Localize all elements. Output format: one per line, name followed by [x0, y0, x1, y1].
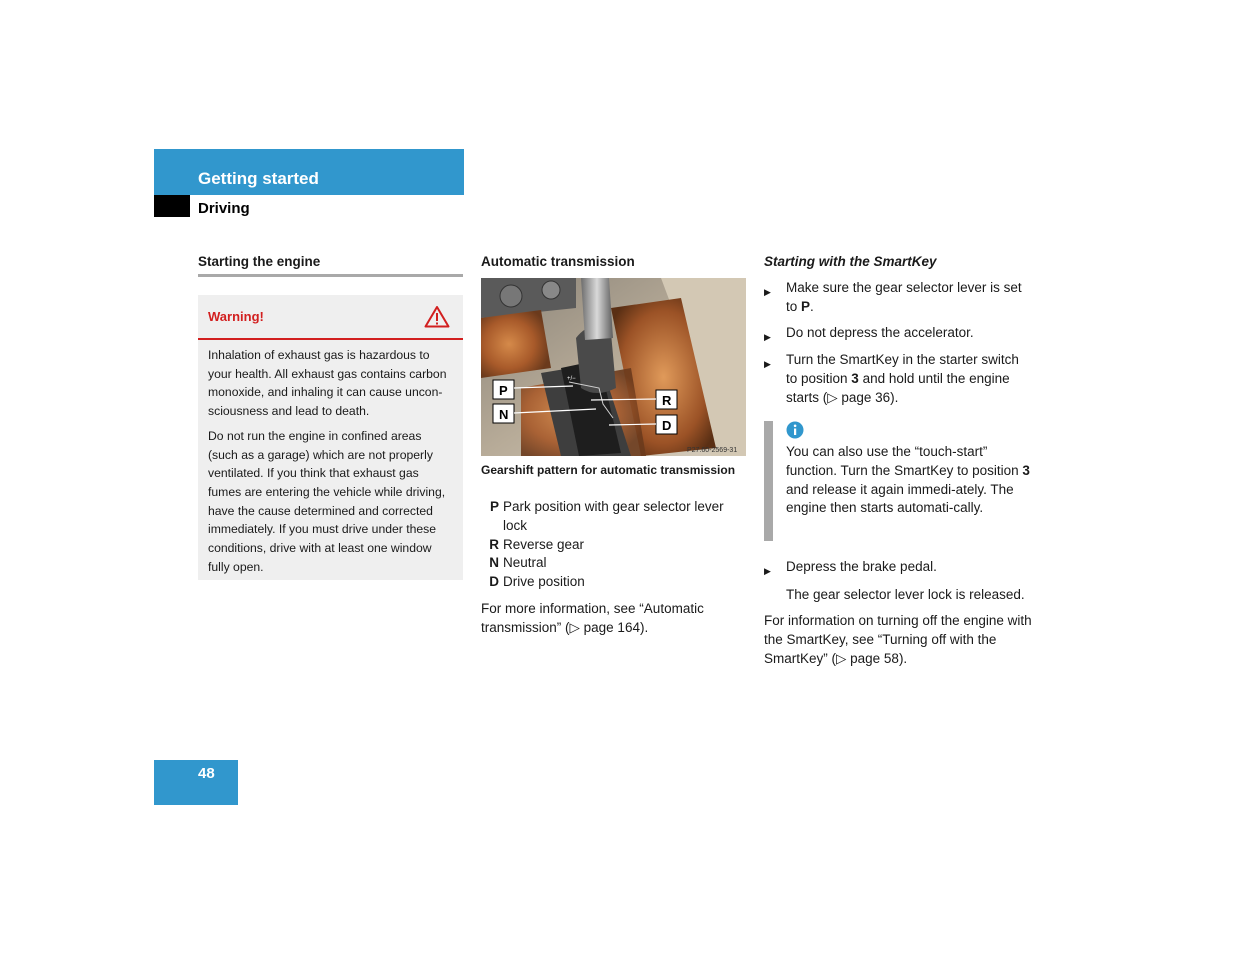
legend-key: R: [489, 536, 499, 552]
gear-legend: [481, 498, 746, 592]
step-text-part: Make sure the gear selector lever is set to: [786, 280, 1022, 314]
legend-item: [481, 536, 746, 555]
info-emphasis: 3: [1022, 462, 1030, 478]
column-automatic-transmission: [481, 254, 746, 271]
step-text: Depress the brake pedal.: [786, 559, 937, 574]
heading-smartkey: Starting with the SmartKey: [764, 254, 937, 269]
legend-text: Drive position: [503, 574, 585, 590]
legend-key: D: [489, 574, 499, 590]
step-arrow-icon: ▶: [764, 332, 771, 342]
closing-reference: For information on turning off the engine with the SmartKey, see “Turning off with the SmartKey” (▷ page 58).: [764, 613, 1032, 666]
warning-paragraph: Do not run the engine in confined areas (such as a garage) which are not properly ventilated. If you think that exhaust gas fumes are entering the vehicle while driving, have the cause determined and corrected immediately. If you must drive under these conditions, drive with at least one window fully open.: [208, 428, 446, 574]
legend-key: P: [489, 499, 499, 514]
step-text: [786, 351, 1032, 407]
instruction-step: [764, 279, 1032, 317]
step-arrow-icon: ▶: [764, 359, 771, 369]
subsection-marker: [154, 195, 190, 217]
heading-automatic-transmission: Automatic transmission: [481, 254, 635, 269]
legend-item: [481, 498, 746, 536]
heading-starting-engine: Starting the engine: [198, 254, 321, 269]
more-info-reference: For more information, see “Automatic transmission” (▷ page 164).: [481, 601, 704, 635]
info-side-bar: [764, 421, 773, 541]
legend-text: Neutral: [503, 555, 547, 571]
instruction-step: [764, 351, 1032, 407]
step-arrow-icon: ▶: [764, 566, 771, 576]
step-text-part: and hold until the engine starts (▷ page 36).: [786, 370, 1010, 405]
heading-rule: [198, 274, 463, 277]
step-text: [786, 279, 1032, 317]
info-text-part: You can also use the “touch-start” function. Turn the SmartKey to position: [786, 444, 1023, 478]
step-arrow-icon: ▶: [764, 287, 771, 297]
callout-r-label: R: [662, 393, 672, 408]
warning-paragraph: Inhalation of exhaust gas is hazardous to your health. All exhaust gas contains carbon monoxide, and inhaling it can cause uncon-sciousness and lead to death.: [208, 348, 447, 419]
callout-d-label: D: [662, 418, 672, 433]
step-emphasis: P: [801, 298, 811, 314]
step-text-part: .: [810, 298, 814, 314]
page-number-tab: [154, 760, 238, 805]
step-text: Do not depress the accelerator.: [786, 325, 974, 340]
callout-p-label: P: [499, 383, 508, 398]
step-result: The gear selector lever lock is released.: [786, 587, 1025, 602]
warning-triangle-icon: [424, 305, 450, 333]
instruction-step: [764, 324, 1032, 347]
column-starting-engine: [198, 254, 463, 277]
legend-item: [481, 554, 746, 573]
legend-key: N: [489, 555, 499, 571]
info-icon: [786, 421, 804, 444]
subsection-title: Driving: [198, 200, 250, 217]
warning-text: [198, 340, 463, 576]
instruction-step: [764, 558, 1032, 581]
gearshift-photo: [481, 278, 746, 456]
info-text-part: and release it again immedi-ately. The engine then starts automati-cally.: [786, 481, 1014, 516]
column-smartkey: [764, 254, 1032, 269]
legend-text: Park position with gear selector lever lock: [503, 499, 724, 533]
step-emphasis: 3: [851, 370, 859, 386]
warning-header: [198, 295, 463, 340]
step-text-part: Turn the SmartKey in the starter switch to position: [786, 352, 1019, 386]
page-number: 48: [198, 765, 215, 782]
image-reference: P27.60-2569-31: [687, 447, 738, 454]
warning-label: Warning!: [208, 309, 264, 324]
image-caption: Gearshift pattern for automatic transmission: [481, 463, 736, 477]
warning-box: [198, 295, 463, 580]
callout-n-label: N: [499, 407, 509, 422]
section-title: Getting started: [198, 169, 319, 188]
info-text: [786, 443, 1032, 518]
legend-text: Reverse gear: [503, 536, 585, 552]
legend-item: [481, 573, 746, 592]
info-note: [764, 421, 1032, 541]
gate-marker: +/−: [567, 376, 576, 382]
